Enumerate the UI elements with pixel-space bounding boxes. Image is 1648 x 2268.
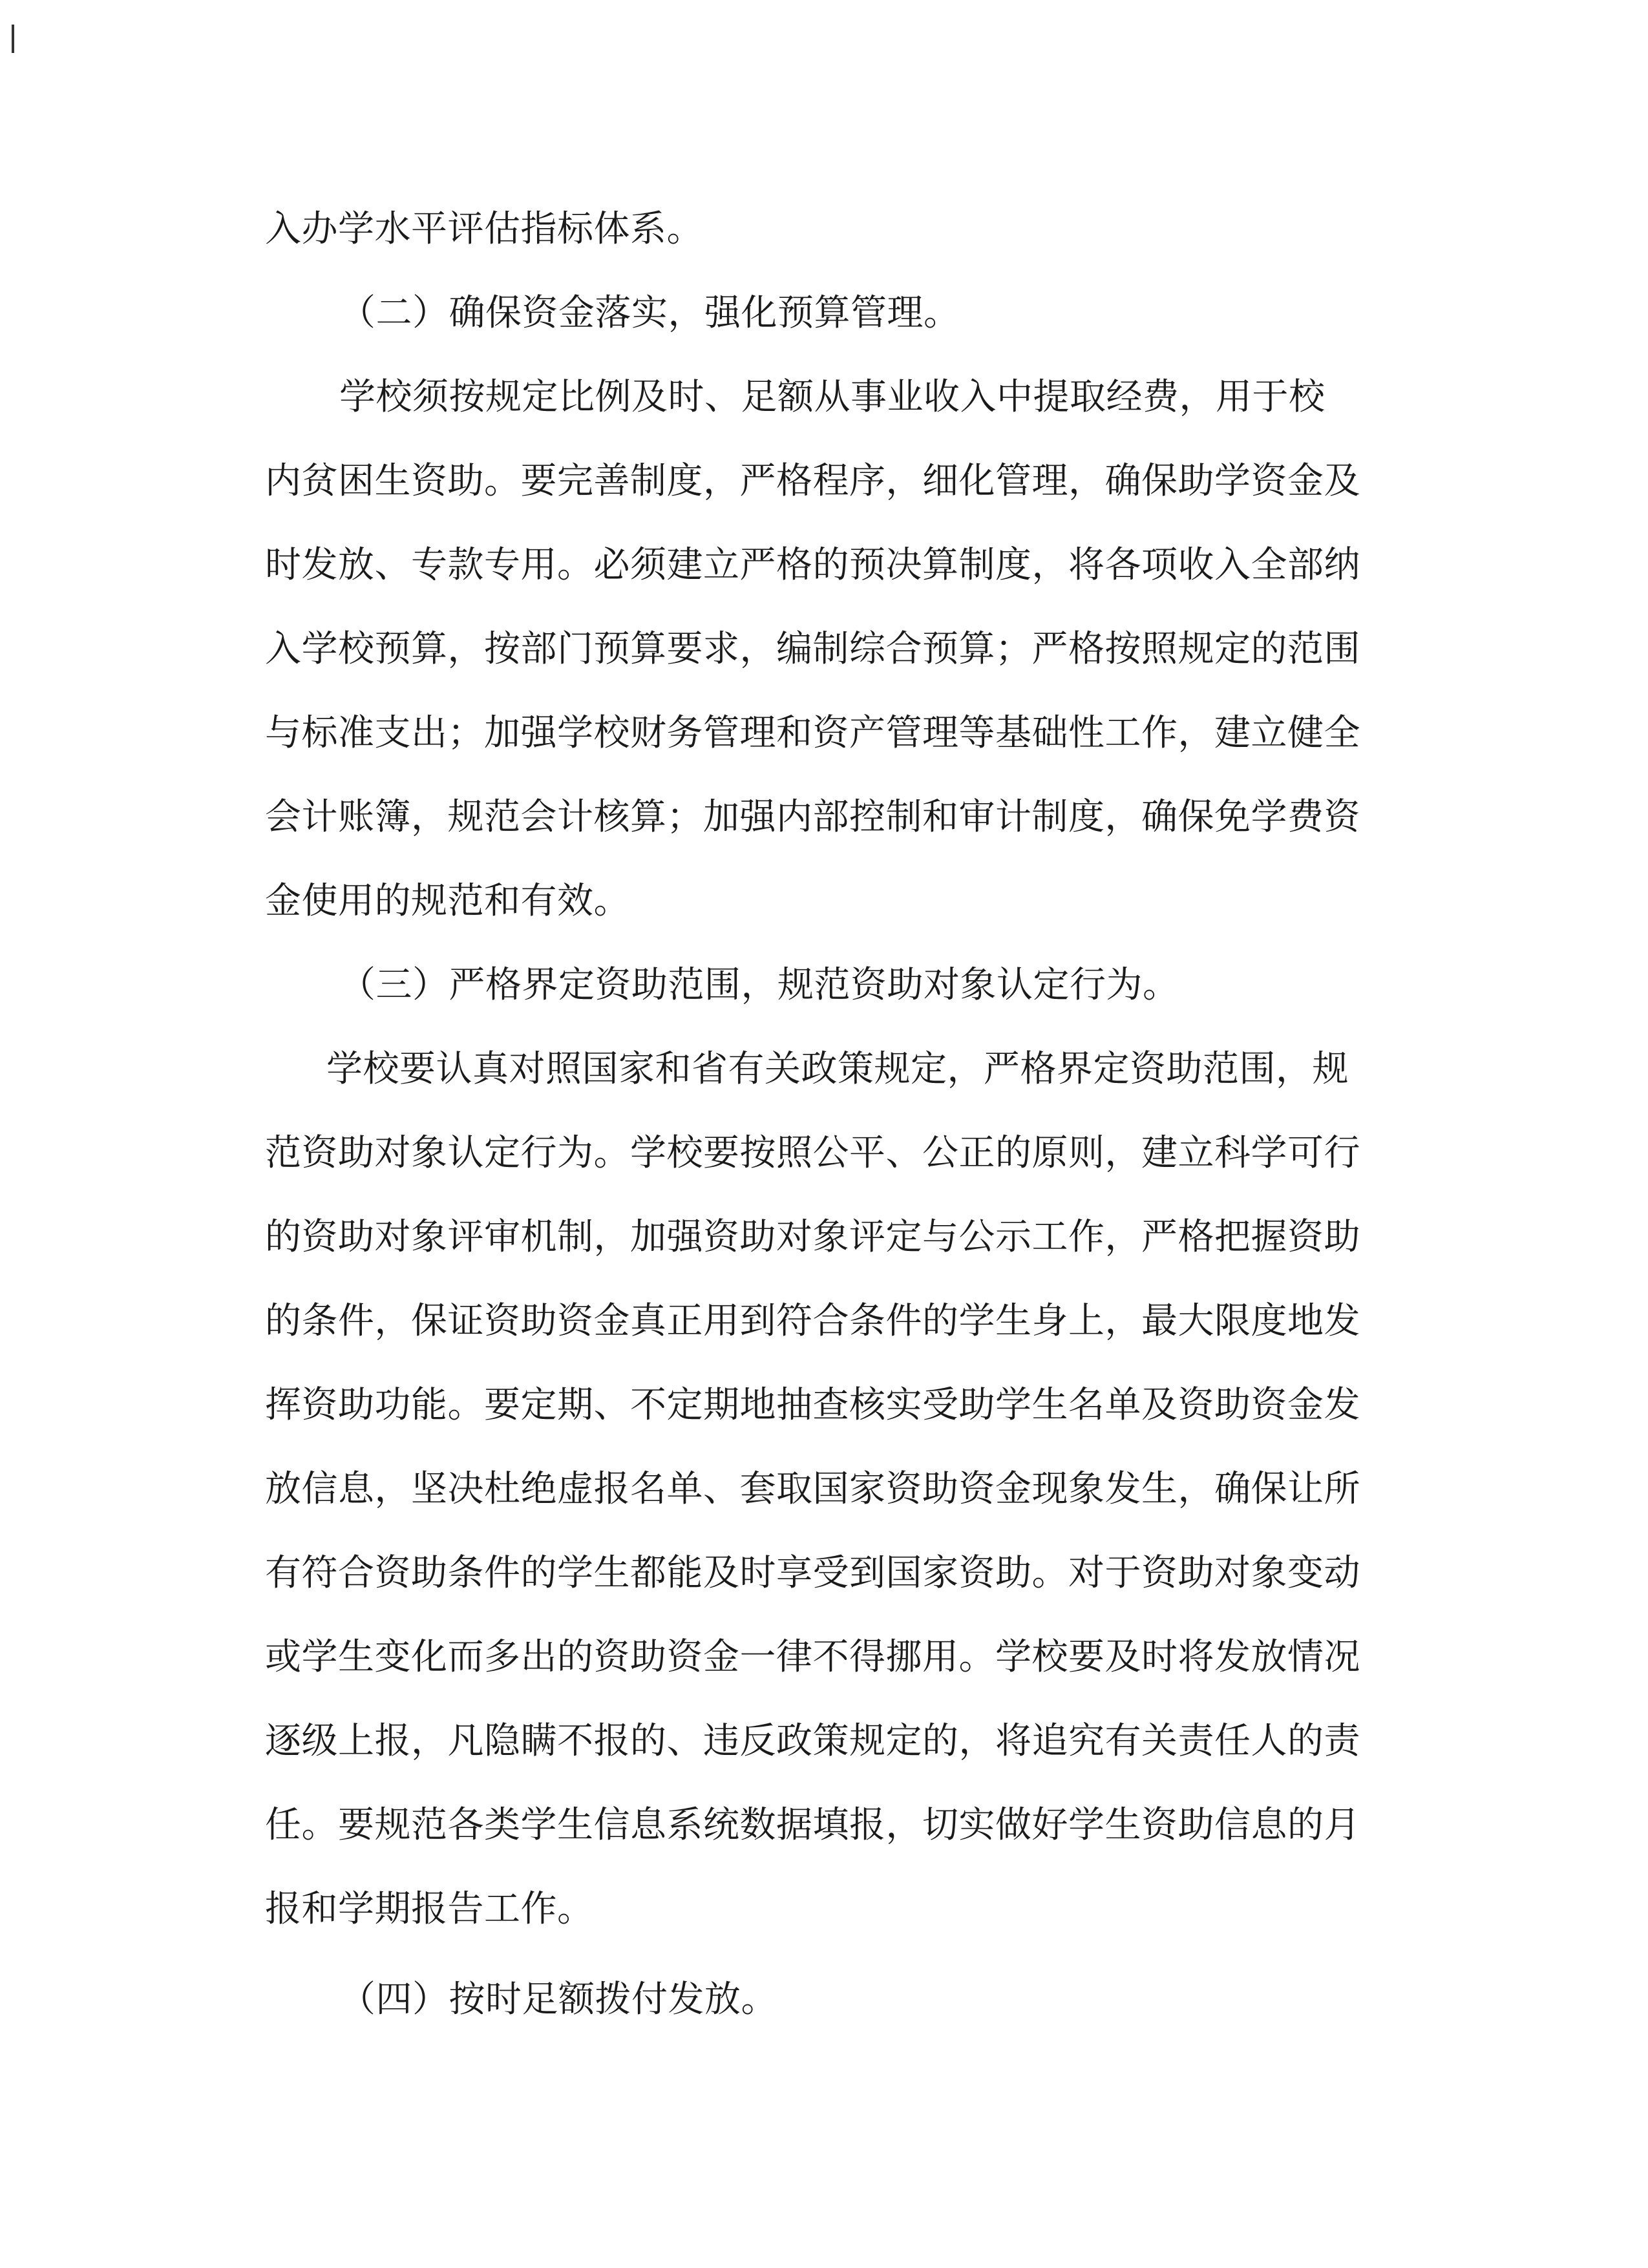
text-line: 的条件，保证资助资金真正用到符合条件的学生身上，最大限度地发 bbox=[265, 1300, 1360, 1342]
text-line: 入办学水平评估指标体系。 bbox=[265, 208, 703, 250]
text-line: 的资助对象评审机制，加强资助对象评定与公示工作，严格把握资助 bbox=[265, 1216, 1360, 1258]
text-line: 逐级上报，凡隐瞒不报的、违反政策规定的，将追究有关责任人的责 bbox=[265, 1720, 1360, 1762]
text-line: 范资助对象认定行为。学校要按照公平、公正的原则，建立科学可行 bbox=[265, 1132, 1360, 1174]
text-line: 金使用的规范和有效。 bbox=[265, 880, 630, 922]
text-line: 放信息，坚决杜绝虚报名单、套取国家资助资金现象发生，确保让所 bbox=[265, 1468, 1360, 1510]
text-line: 会计账簿，规范会计核算；加强内部控制和审计制度，确保免学费资 bbox=[265, 796, 1360, 838]
text-line: 挥资助功能。要定期、不定期地抽查核实受助学生名单及资助资金发 bbox=[265, 1384, 1360, 1426]
text-line: 入学校预算，按部门预算要求，编制综合预算；严格按照规定的范围 bbox=[265, 628, 1360, 670]
text-line: 内贫困生资助。要完善制度，严格程序，细化管理，确保助学资金及 bbox=[265, 460, 1360, 502]
section-heading-3: （三）严格界定资助范围，规范资助对象认定行为。 bbox=[339, 964, 1179, 1006]
text-line: 时发放、专款专用。必须建立严格的预决算制度，将各项收入全部纳 bbox=[265, 544, 1360, 586]
text-line: 或学生变化而多出的资助资金一律不得挪用。学校要及时将发放情况 bbox=[265, 1636, 1360, 1678]
section-heading-4: （四）按时足额拨付发放。 bbox=[339, 1979, 777, 2021]
text-line: 与标准支出；加强学校财务管理和资产管理等基础性工作，建立健全 bbox=[265, 712, 1360, 754]
text-line: 学校须按规定比例及时、足额从事业收入中提取经费，用于校 bbox=[339, 376, 1326, 418]
text-line: 任。要规范各类学生信息系统数据填报，切实做好学生资助信息的月 bbox=[265, 1804, 1360, 1846]
text-line: 有符合资助条件的学生都能及时享受到国家资助。对于资助对象变动 bbox=[265, 1552, 1360, 1594]
scan-corner-mark bbox=[12, 25, 14, 53]
text-line: 报和学期报告工作。 bbox=[265, 1888, 594, 1930]
section-heading-2: （二）确保资金落实，强化预算管理。 bbox=[339, 292, 960, 334]
text-line: 学校要认真对照国家和省有关政策规定，严格界定资助范围，规 bbox=[326, 1048, 1349, 1090]
